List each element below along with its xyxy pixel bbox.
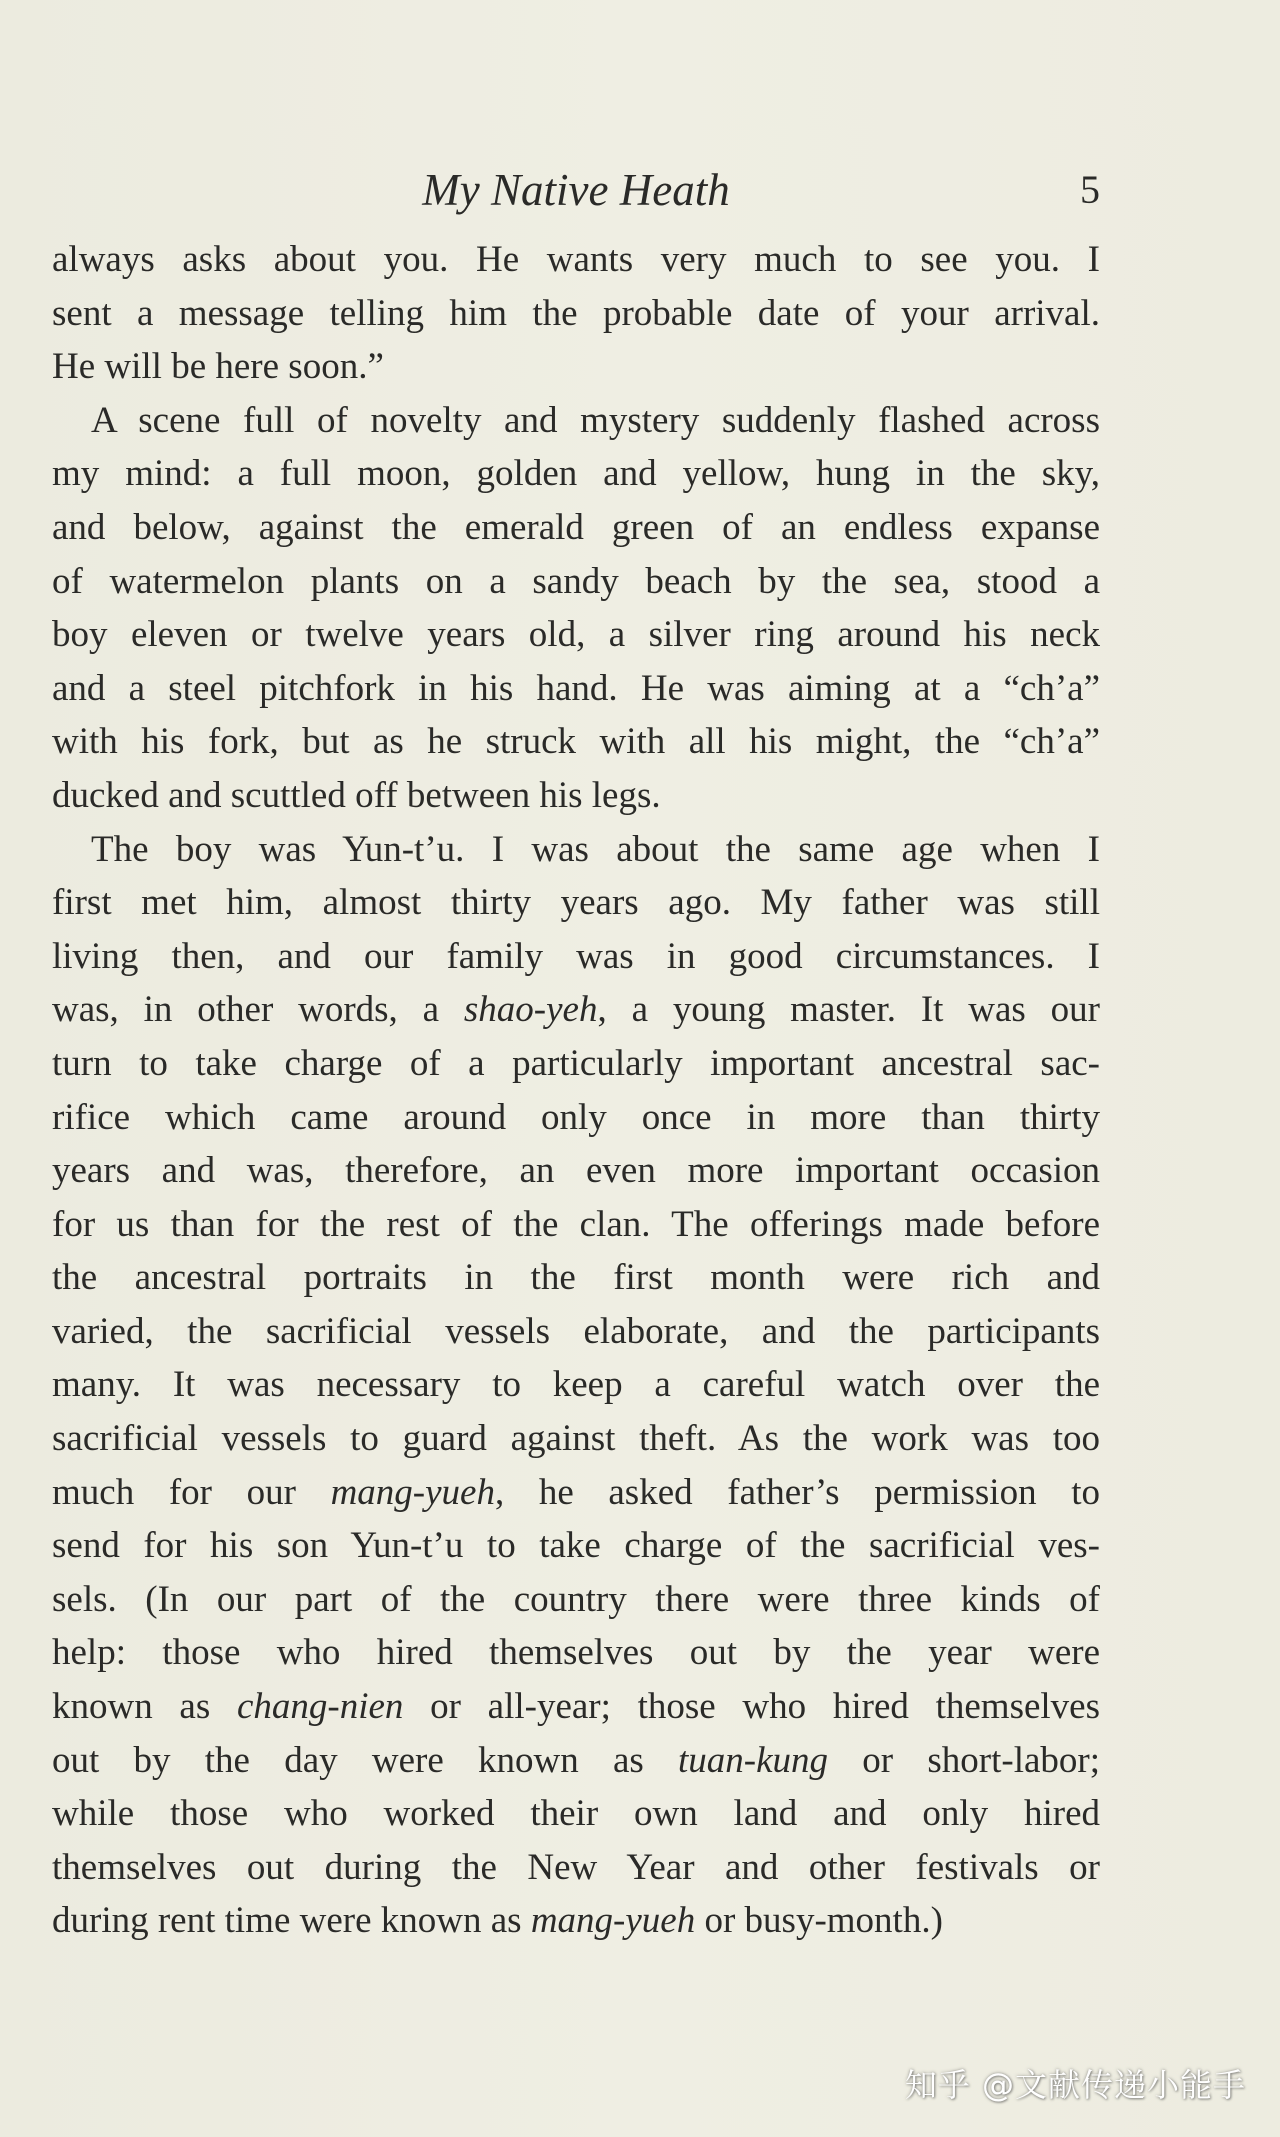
page-header: [52, 160, 1100, 220]
text-line: [52, 1412, 1100, 1466]
italic-term: chang-nien: [236, 1686, 404, 1728]
text-line: [52, 233, 1100, 287]
text-segment: much for our: [52, 1471, 331, 1513]
italic-term: mang-yueh: [330, 1471, 495, 1513]
text-segment: first met him, almost thirty years ago. My father was still: [52, 882, 1100, 924]
text-segment: known as: [52, 1686, 237, 1728]
italic-term: shao-yeh: [463, 989, 598, 1031]
text-segment: years and was, therefore, an even more important occasion: [52, 1150, 1100, 1192]
text-segment: , he asked father’s permission to: [494, 1471, 1100, 1513]
text-line: [52, 715, 1100, 769]
text-line: [52, 1787, 1100, 1841]
text-segment: my mind: a full moon, golden and yellow, hung in the sky,: [52, 453, 1100, 495]
body-text: [52, 233, 1100, 1948]
text-segment: turn to take charge of a particularly important ancestral sac-: [52, 1042, 1100, 1084]
text-line: [52, 1573, 1100, 1627]
text-segment: always asks about you. He wants very much to see you. I: [52, 239, 1100, 280]
text-segment: during rent time were known as: [52, 1900, 531, 1942]
text-line: [52, 447, 1100, 501]
text-segment: , a young master. It was our: [597, 989, 1100, 1031]
text-segment: He will be here soon.”: [52, 346, 384, 388]
text-line: [52, 983, 1100, 1037]
text-segment: help: those who hired themselves out by the year were: [52, 1632, 1100, 1674]
text-segment: while those who worked their own land and only hired: [52, 1793, 1100, 1835]
text-segment: living then, and our family was in good circumstances. I: [52, 935, 1100, 977]
text-segment: or short-labor;: [828, 1739, 1100, 1781]
text-segment: was, in other words, a: [52, 989, 464, 1031]
text-segment: the ancestral portraits in the first month were rich and: [52, 1257, 1100, 1299]
text-line: [52, 1466, 1100, 1520]
text-segment: rifice which came around only once in more than thirty: [52, 1096, 1100, 1138]
text-line: [52, 340, 1100, 394]
text-line: [52, 662, 1100, 716]
text-line: [52, 1841, 1100, 1895]
italic-term: tuan-kung: [678, 1739, 829, 1781]
text-line: [52, 287, 1100, 341]
text-line: [52, 769, 1100, 823]
text-segment: The boy was Yun-t’u. I was about the same age when I: [91, 828, 1100, 870]
text-line: [52, 1358, 1100, 1412]
text-line: [52, 1144, 1100, 1198]
text-segment: themselves out during the New Year and other festivals or: [52, 1846, 1100, 1888]
text-segment: ducked and scuttled off between his legs.: [52, 774, 661, 816]
text-segment: of watermelon plants on a sandy beach by the sea, stood a: [52, 560, 1100, 602]
text-segment: or busy-month.): [695, 1900, 943, 1942]
text-segment: sels. (In our part of the country there were three kinds of: [52, 1578, 1100, 1620]
page-number: 5: [1080, 167, 1100, 212]
text-segment: A scene full of novelty and mystery suddenly flashed across: [91, 399, 1100, 441]
text-line: [52, 1037, 1100, 1091]
text-line: [52, 1251, 1100, 1305]
text-segment: or all-year; those who hired themselves: [403, 1686, 1100, 1728]
text-line: [52, 1734, 1100, 1788]
text-line: [52, 876, 1100, 930]
text-line: [52, 1305, 1100, 1359]
text-line: [52, 608, 1100, 662]
text-segment: and a steel pitchfork in his hand. He was aiming at a “ch’a”: [52, 667, 1100, 709]
running-head: My Native Heath: [422, 165, 730, 215]
text-segment: and below, against the emerald green of an endless expanse: [52, 506, 1100, 548]
text-line: [52, 394, 1100, 448]
text-line: [52, 1519, 1100, 1573]
text-line: [52, 823, 1100, 877]
text-line: [52, 930, 1100, 984]
text-segment: with his fork, but as he struck with all his might, the “ch’a”: [52, 721, 1100, 763]
text-line: [52, 1198, 1100, 1252]
text-segment: sent a message telling him the probable date of your arrival.: [52, 292, 1100, 334]
text-segment: many. It was necessary to keep a careful watch over the: [52, 1364, 1100, 1406]
text-segment: varied, the sacrificial vessels elaborate, and the participants: [52, 1310, 1100, 1352]
text-segment: out by the day were known as: [52, 1739, 679, 1781]
text-segment: for us than for the rest of the clan. The offerings made before: [52, 1203, 1100, 1245]
text-line: [52, 1680, 1100, 1734]
text-line: [52, 1091, 1100, 1145]
italic-term: mang-yueh: [530, 1900, 696, 1942]
text-segment: sacrificial vessels to guard against theft. As the work was too: [52, 1418, 1100, 1460]
text-segment: send for his son Yun-t’u to take charge of the sacrificial ves-: [52, 1525, 1100, 1567]
text-line: [52, 1894, 1100, 1948]
watermark: 知乎 @文献传递小能手: [904, 2066, 1246, 2104]
text-line: [52, 1626, 1100, 1680]
text-segment: boy eleven or twelve years old, a silver ring around his neck: [52, 614, 1100, 656]
text-line: [52, 501, 1100, 555]
text-line: [52, 555, 1100, 609]
